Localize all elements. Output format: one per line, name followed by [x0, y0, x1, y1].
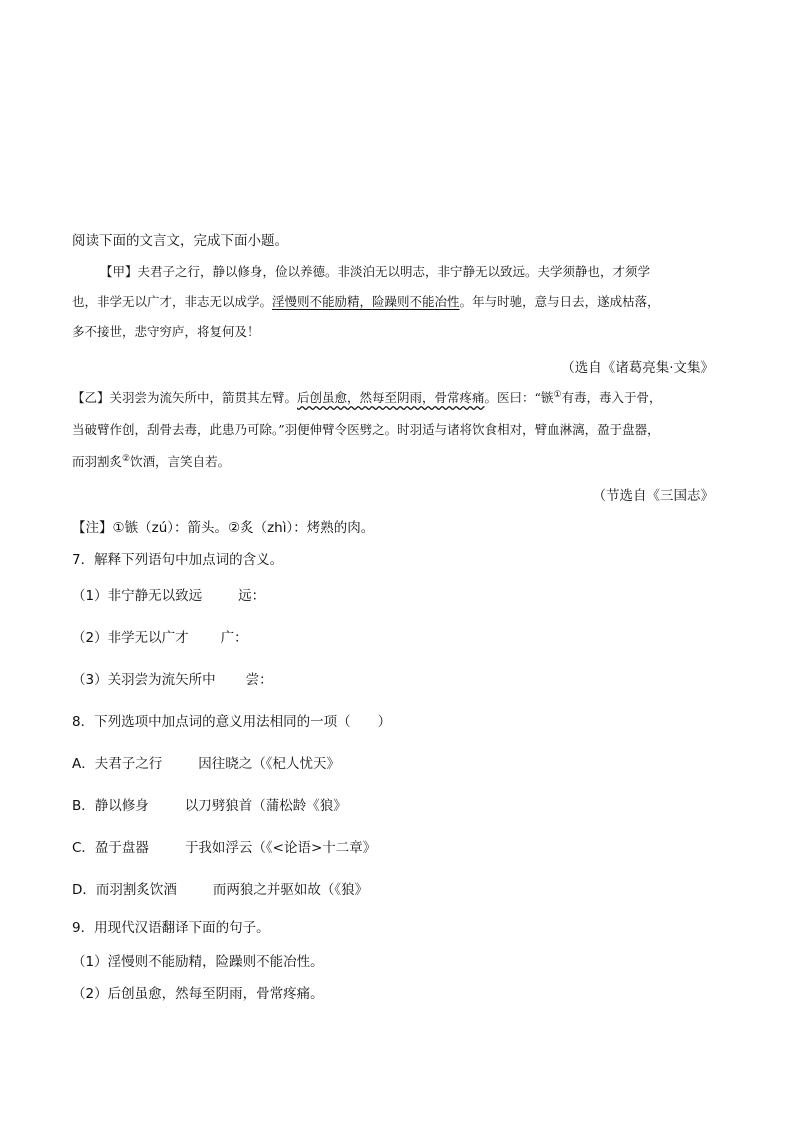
passage-yi-line-2: 当破臂作创，刮骨去毒，此患乃可除。”羽便伸臂令医劈之。时羽适与诸将饮食相对，臂血淋漓，盈于盘器，	[72, 422, 660, 437]
q8-option-c-left: C．盈于盘器	[72, 840, 149, 856]
q7-sentence-2: （2）非学无以广才	[72, 630, 189, 646]
annotation-notes: 【注】①镞（zú）：箭头。②炙（zhì）：烤熟的肉。	[72, 520, 375, 536]
underlined-sentence-2: 险躁则不能冶性	[372, 294, 460, 309]
underlined-sentence-1: 淫慢则不能励精	[272, 294, 360, 309]
question-8-option-b	[72, 794, 347, 814]
passage-yi-text-3b: 饮酒，言笑自若。	[130, 454, 231, 469]
passage-yi-text-1a: 关羽尝为流矢所中，箭贯其左臂。	[109, 390, 298, 405]
reading-instruction: 阅读下面的文言文，完成下面小题。	[72, 233, 288, 249]
q8-option-c-right: 于我如浮云（《<论语>十二章》	[184, 840, 377, 856]
q7-sentence-1: （1）非宁静无以致远	[72, 588, 203, 604]
passage-jia-text-1: 夫君子之行，静以修身，俭以养德。非淡泊无以明志，非宁静无以致远。夫学须静也，才须学	[137, 264, 651, 279]
passage-jia-source: （选自《诸葛亮集·文集》	[561, 360, 714, 376]
q7-word-1: 远：	[238, 588, 266, 604]
passage-yi-tag: 【乙】	[72, 390, 110, 405]
q8-option-b-left: B．静以修身	[72, 798, 149, 814]
question-9-item-1: （1）淫慢则不能励精，险躁则不能冶性。	[72, 954, 324, 970]
q7-word-2: 广：	[220, 630, 248, 646]
passage-yi-line-3	[72, 452, 230, 470]
q8-option-b-right: 以刀劈狼首（蒲松龄《狼》	[184, 798, 347, 814]
passage-jia-text-2b: 。年与时驰，意与日去，遂成枯落，	[459, 294, 660, 309]
wavy-underlined-sentence: 后创虽愈，然每至阴雨，骨常疼痛	[297, 390, 485, 405]
q8-option-d-right: 而两狼之并驱如故（《狼》	[212, 882, 369, 898]
passage-yi-text-3a: 而羽割炙	[72, 454, 123, 469]
question-8-option-d	[72, 878, 368, 898]
passage-yi-text-1b: 。医曰：“镞	[484, 390, 554, 405]
question-8-option-a	[72, 752, 340, 772]
q8-option-a-left: A．夫君子之行	[72, 756, 163, 772]
q8-option-d-left: D．而羽割炙饮酒	[72, 882, 177, 898]
passage-jia-line-3: 多不接世，悲守穷庐，将复何及！	[72, 324, 260, 339]
passage-jia-line-2	[72, 292, 660, 310]
question-9-title: 9．用现代汉语翻译下面的句子。	[72, 920, 270, 936]
passage-jia-tag: 【甲】	[100, 264, 138, 279]
note-marker-2: ②	[122, 453, 131, 464]
question-7-item-3	[72, 668, 273, 688]
question-9-item-2: （2）后创虽愈，然每至阴雨，骨常疼痛。	[72, 986, 324, 1002]
question-7-title: 7．解释下列语句中加点词的含义。	[72, 552, 284, 568]
q7-sentence-3: （3）关羽尝为流矢所中	[72, 672, 216, 688]
q7-word-3: 尝：	[245, 672, 273, 688]
passage-jia-text-2a: 也，非学无以广才，非志无以成学。	[72, 294, 273, 309]
question-8-option-c	[72, 836, 376, 856]
question-7-item-1	[72, 584, 265, 604]
q8-option-a-right: 因往晓之（《杞人忧天》	[198, 756, 340, 772]
passage-yi-line-1	[72, 388, 662, 406]
passage-jia-line-1	[100, 262, 650, 280]
question-7-item-2	[72, 626, 248, 646]
note-marker-1: ①	[553, 389, 562, 400]
passage-yi-text-1c: 有毒，毒入于骨，	[561, 390, 662, 405]
passage-yi-source: （节选自《三国志》	[592, 488, 714, 504]
underlined-sep: ，	[359, 294, 373, 309]
question-8-title: 8．下列选项中加点词的意义用法相同的一项（ ）	[72, 714, 392, 730]
